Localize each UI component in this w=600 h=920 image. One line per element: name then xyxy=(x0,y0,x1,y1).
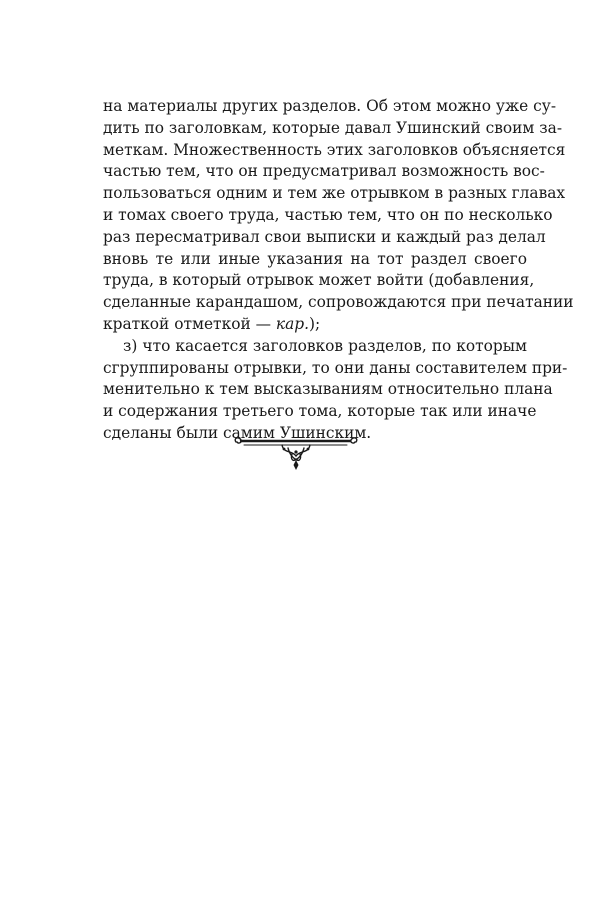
text-line-content: сделаны были самим Ушинским. xyxy=(103,423,372,442)
text-line-content: на материалы других разделов. Об этом можно уже су- xyxy=(103,97,557,115)
decorative-tailpiece-icon xyxy=(232,430,360,472)
line-punctuation: ); xyxy=(309,314,321,333)
text-line xyxy=(103,205,553,227)
text-line-content: труда, в который отрывок может войти (добавления, xyxy=(103,271,535,290)
text-line-content: пользоваться одним и тем же отрывком в разных главах xyxy=(103,184,566,203)
text-line-content: частью тем, что он предусматривал возможность вос- xyxy=(103,162,545,181)
text-line-content: сделанные карандашом, сопровождаются при печатании xyxy=(103,293,574,312)
text-line xyxy=(103,314,527,336)
text-line-content: краткой отметкой — xyxy=(103,314,276,333)
text-line xyxy=(103,118,563,140)
italic-abbreviation: кар. xyxy=(275,314,310,333)
text-line xyxy=(103,401,537,423)
text-line-content: раз пересматривал свои выписки и каждый раз делал xyxy=(103,227,546,246)
text-line xyxy=(103,358,568,380)
text-line xyxy=(103,379,553,401)
text-line-content: меткам. Множественность этих заголовков объясняется xyxy=(103,140,566,159)
text-line-content: з) что касается заголовков разделов, по которым xyxy=(123,336,527,355)
text-line xyxy=(103,336,527,358)
text-line xyxy=(103,96,557,118)
text-line xyxy=(103,292,574,314)
text-line-content: менительно к тем высказываниям относительно плана xyxy=(103,380,553,399)
text-line xyxy=(103,161,545,183)
body-text xyxy=(103,96,574,445)
text-line xyxy=(103,140,566,162)
text-line-content: и томах своего труда, частью тем, что он по несколько xyxy=(103,205,553,224)
text-line-content: сгруппированы отрывки, то они даны составителем при- xyxy=(103,358,568,377)
text-line-content: вновь те или иные указания на тот раздел своего xyxy=(103,249,527,268)
paragraph xyxy=(103,96,574,445)
text-line xyxy=(103,183,566,205)
text-line xyxy=(103,249,527,271)
text-line-content: дить по заголовкам, которые давал Ушинский своим за- xyxy=(103,118,563,137)
text-line xyxy=(103,227,546,249)
text-line-content: и содержания третьего тома, которые так или иначе xyxy=(103,402,537,421)
text-line xyxy=(103,270,535,292)
